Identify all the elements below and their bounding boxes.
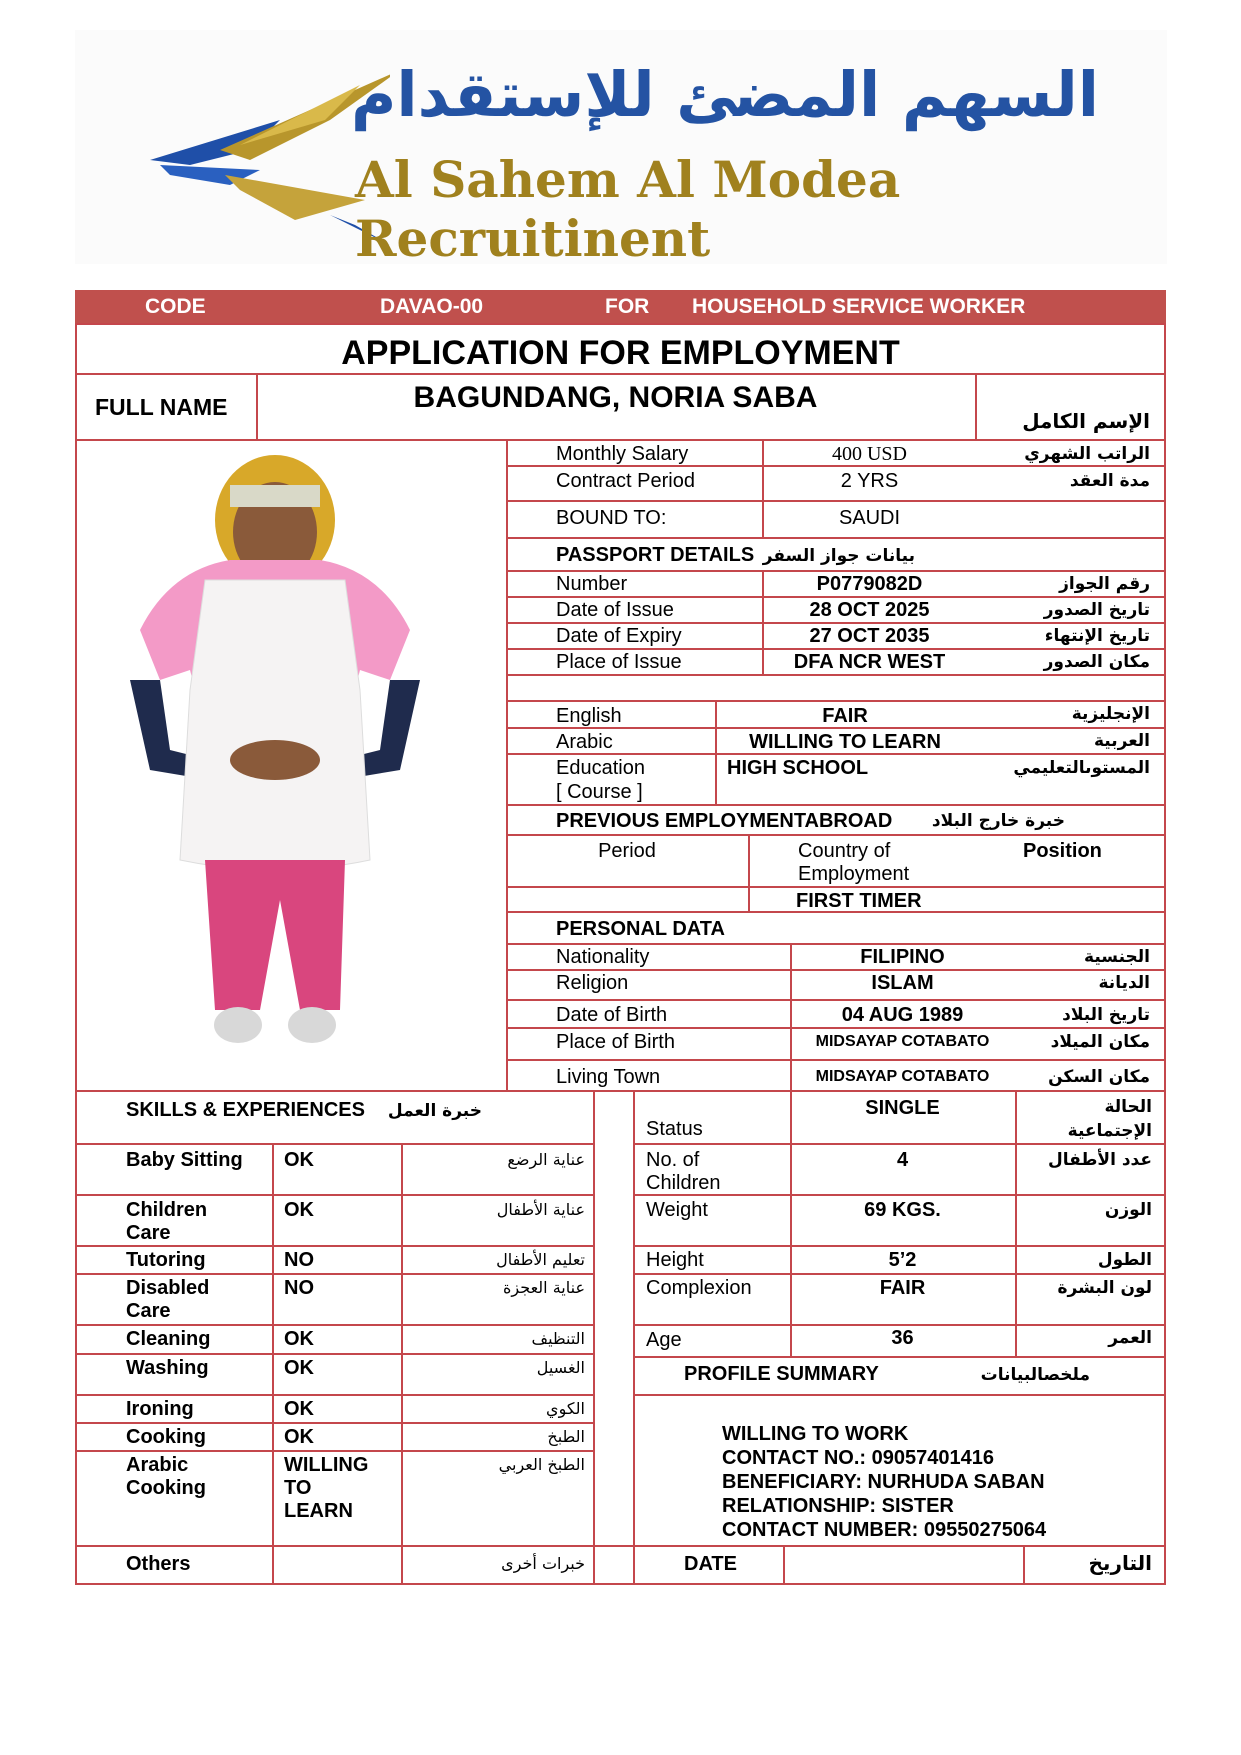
contract-period-value: 2 YRS [840, 470, 899, 492]
skill-name: Disabled [126, 1277, 210, 1299]
date-of-issue-value: 28 OCT 2025 [809, 599, 930, 621]
skill-value: OK [284, 1398, 314, 1420]
skill-value: OK [284, 1199, 314, 1221]
children-arabic: عدد الأطفال [1048, 1150, 1152, 1170]
date-of-birth-value: 04 AUG 1989 [841, 1004, 964, 1026]
skill-name: Arabic [126, 1454, 189, 1476]
monthly-salary-value: 400 USD [831, 443, 907, 465]
skill-arabic: الطبخ [547, 1427, 585, 1446]
profile-line: CONTACT NUMBER: 09550275064 [722, 1519, 1047, 1541]
passport-number-label: Number [556, 573, 628, 595]
bound-to-value: SAUDI [838, 507, 901, 529]
skill-value: OK [284, 1357, 314, 1379]
status-arabic-line2: الإجتماعية [1067, 1121, 1152, 1141]
date-of-expiry-value: 27 OCT 2035 [809, 625, 930, 647]
country-column-header-2: Employment [798, 863, 910, 885]
arabic-arabic: العربية [1093, 731, 1150, 751]
passport-number-value: P0779082D [816, 573, 923, 595]
living-town-label: Living Town [556, 1066, 661, 1088]
skill-arabic: تعليم الأطفال [496, 1250, 585, 1269]
applicant-photo [110, 450, 440, 1090]
height-arabic: الطول [1097, 1250, 1152, 1270]
profile-line: WILLING TO WORK [722, 1423, 909, 1445]
code-value: DAVAO-00 [380, 295, 484, 318]
skill-value: NO [284, 1277, 314, 1299]
skill-value-line3: LEARN [284, 1500, 353, 1522]
skill-arabic: التنظيف [531, 1329, 585, 1348]
weight-value: 69 KGS. [864, 1199, 941, 1221]
skill-value: OK [284, 1149, 314, 1171]
skill-name: Others [126, 1553, 191, 1575]
age-arabic: العمر [1108, 1328, 1152, 1348]
full-name-arabic-label: الإسم الكامل [1022, 409, 1150, 433]
skill-value: NO [284, 1249, 314, 1271]
contract-period-arabic: مدة العقد [1069, 471, 1150, 491]
children-label-line2: Children [646, 1172, 721, 1194]
skill-arabic: عناية الرضع [507, 1150, 585, 1169]
profile-line: CONTACT NO.: 09057401416 [722, 1447, 994, 1469]
profile-summary-heading-arabic: ملخصالبيانات [980, 1365, 1090, 1385]
education-value: HIGH SCHOOL [727, 757, 869, 779]
skill-name: Washing [126, 1357, 209, 1379]
nationality-arabic: الجنسية [1084, 947, 1150, 967]
status-label: Status [646, 1118, 703, 1140]
status-arabic: الحالة [1104, 1097, 1152, 1117]
skill-name-line2: Care [126, 1222, 171, 1244]
date-of-issue-arabic: تاريخ الصدور [1043, 600, 1150, 620]
position-column-header: Position [1023, 840, 1102, 862]
education-label: Education [556, 757, 645, 779]
skills-heading: SKILLS & EXPERIENCES [126, 1099, 365, 1121]
date-label: DATE [684, 1553, 737, 1575]
logo-arabic-name: السهم المضئ للإستقدام [350, 58, 1100, 131]
previous-employment-value: FIRST TIMER [796, 890, 922, 912]
monthly-salary-arabic: الراتب الشهري [1024, 444, 1150, 464]
complexion-arabic: لون البشرة [1057, 1278, 1152, 1298]
skill-arabic: الكوي [546, 1399, 585, 1418]
code-label: CODE [145, 295, 206, 318]
arabic-level: WILLING TO LEARN [749, 731, 941, 753]
skill-name: Baby Sitting [126, 1149, 243, 1171]
page-title: APPLICATION FOR EMPLOYMENT [341, 334, 900, 372]
english-arabic: الإنجليزية [1071, 704, 1150, 724]
place-of-birth-arabic: مكان الميلاد [1050, 1032, 1150, 1052]
english-level: FAIR [822, 705, 868, 727]
date-of-birth-label: Date of Birth [556, 1004, 668, 1026]
passport-number-arabic: رقم الجواز [1059, 574, 1150, 594]
skill-value: OK [284, 1426, 314, 1448]
weight-label: Weight [646, 1199, 708, 1221]
skill-arabic: عناية العجزة [503, 1278, 585, 1297]
skill-name: Ironing [126, 1398, 194, 1420]
age-value: 36 [891, 1327, 914, 1349]
bound-to-label: BOUND TO: [556, 507, 667, 529]
code-header-bar [75, 290, 1166, 324]
skill-name: Tutoring [126, 1249, 206, 1271]
passport-heading: PASSPORT DETAILS [556, 544, 755, 566]
english-label: English [556, 705, 622, 727]
skill-arabic: الطبخ العربي [498, 1455, 585, 1474]
previous-employment-heading-arabic: خبرة خارج البلاد [931, 811, 1065, 831]
place-of-issue-value: DFA NCR WEST [793, 651, 946, 673]
living-town-value: MIDSAYAP COTABATO [815, 1068, 990, 1085]
passport-heading-arabic: بيانات جواز السفر [762, 546, 915, 566]
status-value: SINGLE [865, 1097, 940, 1119]
position-applied: HOUSEHOLD SERVICE WORKER [692, 295, 1026, 318]
education-arabic: المستوىالتعليمي [1013, 758, 1150, 778]
profile-line: RELATIONSHIP: SISTER [722, 1495, 954, 1517]
monthly-salary-label: Monthly Salary [556, 443, 689, 465]
children-value: 4 [896, 1149, 909, 1171]
date-of-birth-arabic: تاريخ البلاد [1062, 1005, 1150, 1025]
profile-line: BENEFICIARY: NURHUDA SABAN [722, 1471, 1045, 1493]
children-label: No. of [646, 1149, 700, 1171]
skill-value-line2: TO [284, 1477, 312, 1499]
arabic-label: Arabic [556, 731, 613, 753]
personal-data-heading: PERSONAL DATA [556, 918, 725, 940]
for-label: FOR [605, 295, 650, 318]
weight-arabic: الوزن [1104, 1200, 1152, 1220]
living-town-arabic: مكان السكن [1048, 1067, 1150, 1087]
place-of-issue-arabic: مكان الصدور [1043, 652, 1150, 672]
date-of-expiry-arabic: تاريخ الإنتهاء [1044, 626, 1150, 646]
height-label: Height [646, 1249, 704, 1271]
course-label: [ Course ] [556, 781, 643, 803]
date-of-expiry-label: Date of Expiry [556, 625, 682, 647]
complexion-value: FAIR [879, 1277, 926, 1299]
full-name-label: FULL NAME [95, 394, 228, 420]
period-column-header: Period [598, 840, 656, 862]
religion-label: Religion [556, 972, 629, 994]
place-of-birth-label: Place of Birth [556, 1031, 675, 1053]
nationality-label: Nationality [556, 946, 650, 968]
skill-name: Cleaning [126, 1328, 211, 1350]
skill-name: Cooking [126, 1426, 206, 1448]
skills-heading-arabic: خبرة العمل [387, 1101, 482, 1121]
logo-english-name: Al Sahem Al Modea Recruitinent [355, 150, 901, 268]
place-of-issue-label: Place of Issue [556, 651, 682, 673]
age-label: Age [646, 1329, 682, 1351]
skill-arabic: عناية الأطفال [496, 1200, 585, 1219]
contract-period-label: Contract Period [556, 470, 695, 492]
religion-arabic: الديانة [1098, 973, 1150, 993]
skill-value: OK [284, 1328, 314, 1350]
previous-employment-heading: PREVIOUS EMPLOYMENTABROAD [556, 810, 893, 832]
full-name-value: BAGUNDANG, NORIA SABA [413, 381, 818, 414]
date-of-issue-label: Date of Issue [556, 599, 674, 621]
skill-arabic: خبرات أخرى [501, 1554, 585, 1573]
date-arabic-label: التاريخ [1088, 1551, 1152, 1575]
complexion-label: Complexion [646, 1277, 752, 1299]
country-column-header: Country of [798, 840, 891, 862]
skill-name-line2: Care [126, 1300, 171, 1322]
profile-summary-heading: PROFILE SUMMARY [684, 1363, 879, 1385]
skill-name: Children [126, 1199, 208, 1221]
place-of-birth-value: MIDSAYAP COTABATO [815, 1033, 990, 1050]
skill-value: WILLING [284, 1454, 369, 1476]
religion-value: ISLAM [871, 972, 934, 994]
height-value: 5’2 [888, 1249, 917, 1271]
nationality-value: FILIPINO [860, 946, 945, 968]
skill-name-line2: Cooking [126, 1477, 206, 1499]
skill-arabic: الغسيل [536, 1358, 585, 1377]
